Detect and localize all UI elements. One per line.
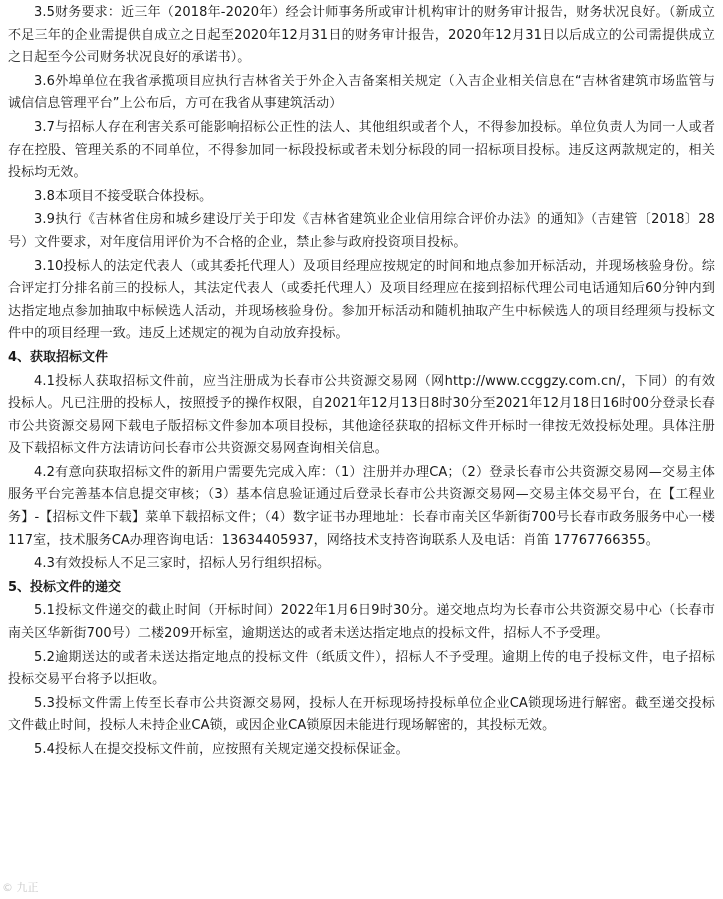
watermark: © 九正 bbox=[2, 881, 39, 894]
paragraph: 3.5财务要求：近三年（2018年-2020年）经会计师事务所或审计机构审计的财务审计报告，财务状况良好。（新成立不足三年的企业需提供自成立之日起至2020年12月31日的财务审计报告，2020年12月31日以后成立的公司需提供成立之日起至今公司财务状况良好的承诺书）。 bbox=[8, 5, 715, 66]
paragraph: 3.10投标人的法定代表人（或其委托代理人）及项目经理应按规定的时间和地点参加开标活动，并现场核验身份。综合评定打分排名前三的投标人，其法定代表人（或委托代理人）及项目经理应在接到招标代理公司电话通知后60分钟内到达指定地点参加抽取中标候选人活动，并现场核验身份。参加开标活动和随机抽取产生中标候选人的项目经理须与投标文件中的项目经理一致。违反上述规定的视为自动放弃投标。 bbox=[8, 258, 715, 342]
paragraph: 4.3有效投标人不足三家时，招标人另行组织招标。 bbox=[34, 556, 331, 572]
paragraph: 3.9执行《吉林省住房和城乡建设厅关于印发《吉林省建筑业企业信用综合评价办法》的通知》（吉建管〔2018〕28号）文件要求，对年度信用评价为不合格的企业，禁止参与政府投资项目投标。 bbox=[8, 212, 715, 250]
paragraph: 3.6外埠单位在我省承揽项目应执行吉林省关于外企入吉备案相关规定（入吉企业相关信息在“吉林省建筑市场监管与诚信信息管理平台”上公布后，方可在我省从事建筑活动） bbox=[8, 73, 715, 112]
paragraph: 5.1投标文件递交的截止时间（开标时间）2022年1月6日9时30分。递交地点均为长春市公共资源交易中心（长春市南关区华新街700号）二楼209开标室，逾期送达的或者未送达指定地点的投标文件，招标人不予受理。 bbox=[8, 603, 715, 642]
section-heading: 4、获取招标文件 bbox=[8, 349, 109, 365]
paragraph: 4.2有意向获取招标文件的新用户需要先完成入库：（1）注册并办理CA；（2）登录长春市公共资源交易网—交易主体服务平台完善基本信息提交审核；（3）基本信息验证通过后登录长春市公共资源交易网—交易主体交易平台，在【工程业务】-【招标文件下载】菜单下载招标文件；（4）数字证书办理地址：长春市南关区华新街700号长春市政务服务中心一楼117室，技术服务CA办理咨询电话：13634405937，网络技术支持咨询联系人及电话：肖笛 17767766355。 bbox=[8, 464, 715, 548]
paragraph: 5.4投标人在提交投标文件前，应按照有关规定递交投标保证金。 bbox=[34, 742, 409, 757]
paragraph: 5.3投标文件需上传至长春市公共资源交易网，投标人在开标现场持投标单位企业CA锁现场进行解密。截至递交投标文件截止时间，投标人未持企业CA锁，或因企业CA锁原因未能进行现场解密的，其投标无效。 bbox=[8, 695, 715, 734]
section-heading: 5、投标文件的递交 bbox=[8, 579, 122, 595]
paragraph: 3.7与招标人存在利害关系可能影响招标公正性的法人、其他组织或者个人，不得参加投标。单位负责人为同一人或者存在控股、管理关系的不同单位，不得参加同一标段投标或者未划分标段的同一招标项目投标。违反这两款规定的，相关投标均无效。 bbox=[8, 119, 715, 181]
paragraph: 4.1投标人获取招标文件前，应当注册成为长春市公共资源交易网（网http://www.ccggzy.com.cn/，下同）的有效投标人。凡已注册的投标人，按照授予的操作权限，自2021年12月13日8时30分至2021年12月18日16时00分登录长春市公共资源交易网下载电子版招标文件参加本项目投标，其他途径获取的招标文件开标时一律按无效投标处理。具体注册及下载招标文件方法请访问长春市公共资源交易网查询相关信息。 bbox=[8, 373, 715, 457]
paragraph: 5.2逾期送达的或者未送达指定地点的投标文件（纸质文件），招标人不予受理。逾期上传的电子投标文件，电子招标投标交易平台将予以拒收。 bbox=[8, 649, 715, 688]
paragraph: 3.8本项目不接受联合体投标。 bbox=[34, 188, 213, 204]
